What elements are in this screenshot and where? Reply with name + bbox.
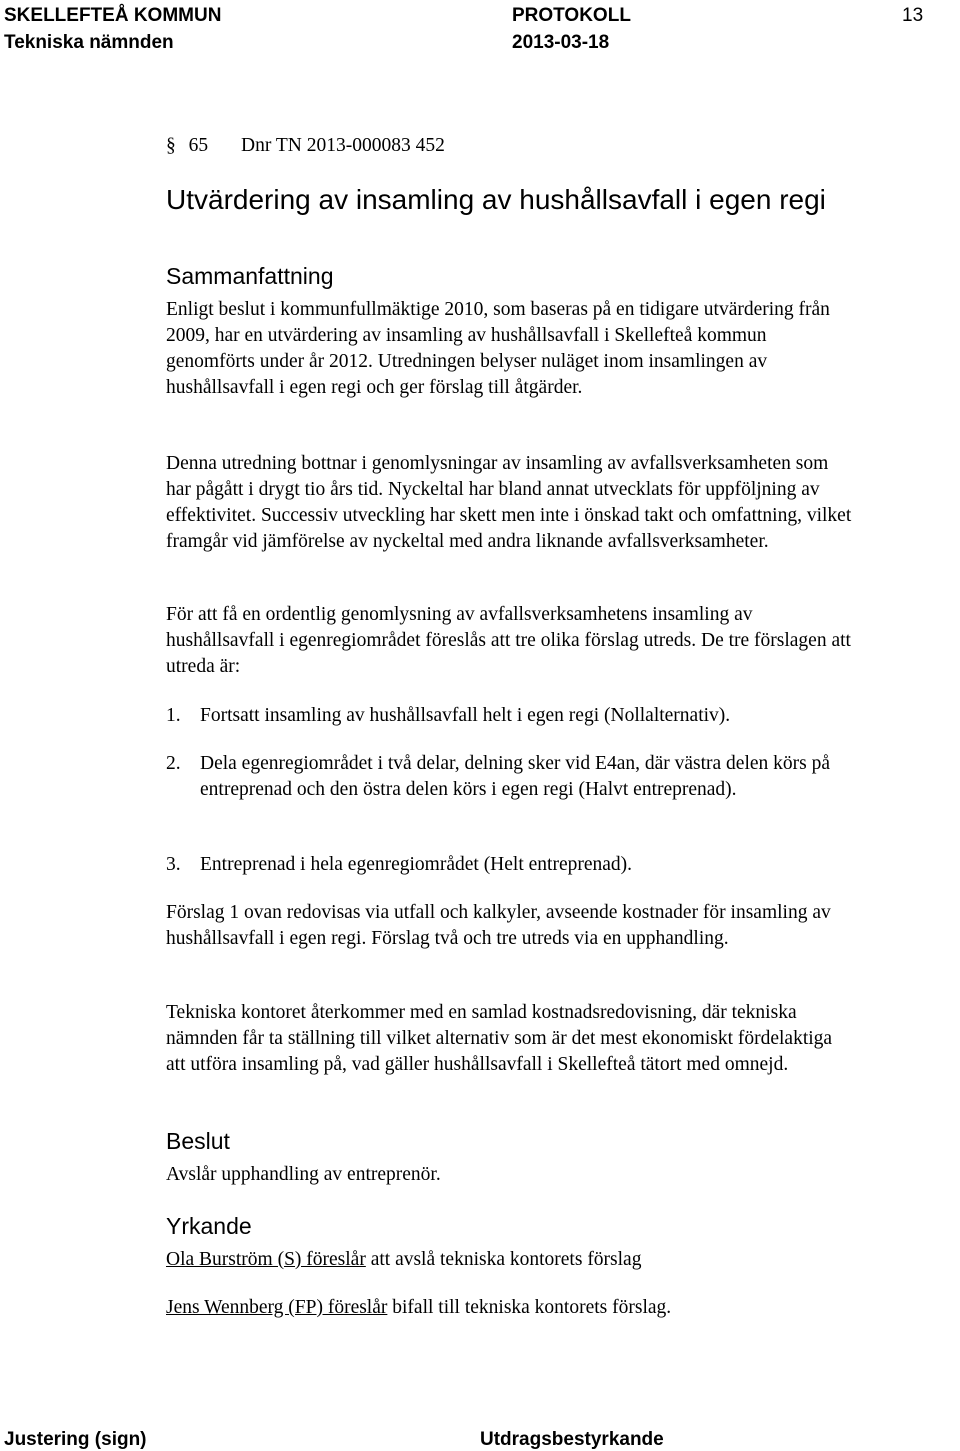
option-number: 3.: [166, 854, 181, 875]
org-name: SKELLEFTEÅ KOMMUN: [4, 5, 222, 26]
motion-proposer: Ola Burström (S) föreslår: [166, 1249, 366, 1270]
motion-item-2: [166, 1295, 856, 1321]
motion-text: bifall till tekniska kontorets förslag.: [387, 1297, 672, 1318]
diary-number: Dnr TN 2013-000083 452: [241, 135, 445, 156]
section-sign-icon: §: [166, 135, 176, 156]
summary-paragraph-4: Förslag 1 ovan redovisas via utfall och kalkyler, avseende kostnader för insamling av hushållsavfall i egen regi. Förslag två och tre utreds via en upphandling.: [166, 902, 831, 949]
page-title: Utvärdering av insamling av hushållsavfall i egen regi: [166, 184, 826, 215]
motion-item-1: [166, 1247, 856, 1273]
page-number: 13: [902, 5, 924, 26]
summary-paragraph-1: Enligt beslut i kommunfullmäktige 2010, som baseras på en tidigare utvärdering från 2009, har en utvärdering av insamling av hushållsavfall i Skellefteå kommun genomförts under år 2012. Utredningen belyser nuläget inom insamlingen av hushållsavfall i egen regi och ger förslag till åtgärder.: [166, 299, 830, 398]
decision-text: Avslår upphandling av entreprenör.: [166, 1164, 441, 1185]
motions-heading: Yrkande: [166, 1213, 252, 1239]
option-number: 1.: [166, 705, 181, 726]
option-text: Entreprenad i hela egenregiområdet (Helt entreprenad).: [200, 854, 633, 875]
footer-extract-label: Utdragsbestyrkande: [480, 1429, 664, 1450]
decision-heading: Beslut: [166, 1128, 230, 1154]
summary-paragraph-5: Tekniska kontoret återkommer med en samlad kostnadsredovisning, där tekniska nämnden får ta ställning till vilket alternativ som är det mest ekonomiskt fördelaktiga att utföra insamling på, vad gäller hushållsavfall i Skellefteå tätort med omnejd.: [166, 1002, 833, 1075]
option-text: Fortsatt insamling av hushållsavfall helt i egen regi (Nollalternativ).: [200, 705, 731, 726]
committee-name: Tekniska nämnden: [4, 32, 174, 53]
option-number: 2.: [166, 753, 181, 774]
footer-justification-label: Justering (sign): [4, 1429, 147, 1450]
summary-paragraph-3: För att få en ordentlig genomlysning av avfallsverksamhetens insamling av hushållsavfall i egenregiområdet föreslås att tre olika förslag utreds. De tre förslagen att utreda är:: [166, 604, 851, 677]
motion-proposer: Jens Wennberg (FP) föreslår: [166, 1297, 388, 1318]
case-line: [166, 133, 856, 159]
summary-paragraph-2: Denna utredning bottnar i genomlysningar av insamling av avfallsverksamheten som har pågått i drygt tio års tid. Nyckeltal har bland annat utvecklats för uppföljning av effektivitet. Successiv utveckling har skett men inte i önskad takt och omfattning, vilket framgår vid jämförelse av nyckeltal med andra liknande avfallsverksamheter.: [166, 453, 852, 552]
meeting-date: 2013-03-18: [512, 32, 610, 53]
section-number: 65: [188, 135, 209, 156]
option-text: Dela egenregiområdet i två delar, delning sker vid E4an, där västra delen körs på entreprenad och den östra delen körs i egen regi (Halvt entreprenad).: [200, 753, 831, 800]
document-type: PROTOKOLL: [512, 5, 631, 26]
summary-heading: Sammanfattning: [166, 263, 334, 289]
motion-text: att avslå tekniska kontorets förslag: [365, 1249, 642, 1270]
